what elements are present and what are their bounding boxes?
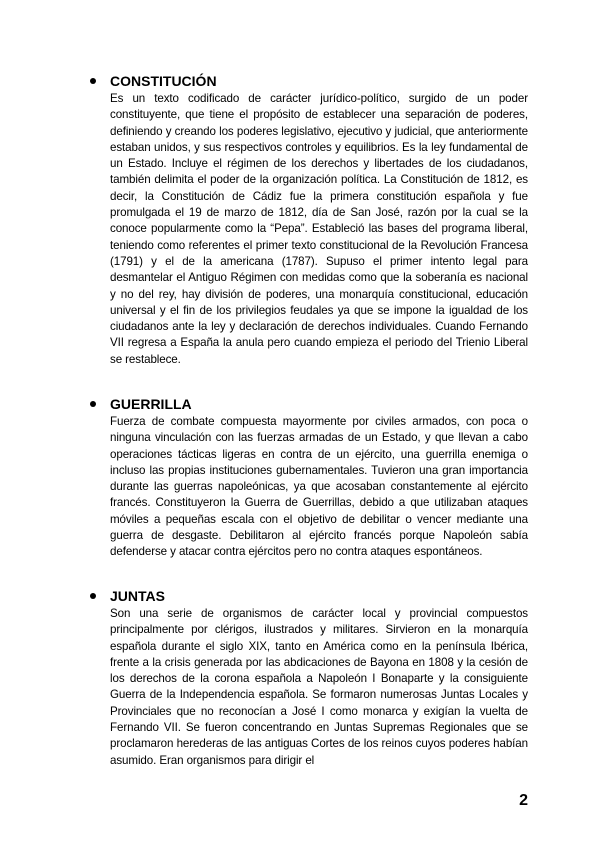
section-heading [88,588,528,604]
section-heading [88,396,528,412]
section-body: Es un texto codificado de carácter jurídico-político, surgido de un poder constituyente, que tiene el propósito de establecer una separación de poderes, definiendo y creando los poderes legislativo, ejecutivo y judicial, que anteriormente estaban unidos, y sus respectivos controles y equilibrios. Es la ley fundamental de un Estado. Incluye el régimen de los derechos y libertades de los ciudadanos, también delimita el poder de la organización política. La Constitución de 1812, es decir, la Constitución de Cádiz fue la primera constitución española y fue promulgada el 19 de marzo de 1812, día de San José, razón por la cual se la conoce popularmente como la “Pepa”. Estableció las bases del programa liberal, teniendo como referentes el primer texto constitucional de la Revolución Francesa (1791) y el de la americana (1787). Supuso el primer intento legal para desmantelar el Antiguo Régimen con medidas como que la soberanía es nacional y no del rey, hay división de poderes, una monarquía constitucional, educación universal y el fin de los privilegios feudales ya que se impone la igualdad de los ciudadanos ante la ley y declaración de derechos individuales. Cuando Fernando VII regresa a España la anula pero cuando empieza el periodo del Trienio Liberal se restablece. [110,92,528,366]
section-constitucion [88,73,528,368]
section-body: Fuerza de combate compuesta mayormente por civiles armados, con poca o ninguna vinculación con las fuerzas armadas de un Estado, y que llevan a cabo operaciones tácticas ligeras en contra de un ejército, una guerrilla enemiga o incluso las propias instituciones gubernamentales. Tuvieron una gran importancia durante las guerras napoleónicas, ya que acosaban constantemente al ejército francés. Constituyeron la Guerra de Guerrillas, debido a que utilizaban ataques móviles a pequeñas escala con el objetivo de debilitar o vencer mediante una guerra de desgaste. Debilitaron al ejército francés porque Napoleón sabía defenderse y atacar contra ejércitos pero no contra ataques espontáneos. [110,415,528,559]
bullet-icon [90,401,96,407]
section-guerrilla [88,396,528,561]
page-number: 2 [519,792,528,809]
section-title: GUERRILLA [110,396,192,412]
section-heading [88,73,528,89]
section-title: CONSTITUCIÓN [110,73,217,89]
bullet-icon [90,593,96,599]
section-juntas [88,588,528,769]
bullet-icon [90,78,96,84]
section-body: Son una serie de organismos de carácter local y provincial compuestos principalmente por clérigos, ilustrados y militares. Sirvieron en la monarquía española durante el siglo XIX, tanto en América como en la península Ibérica, frente a la crisis generada por las abdicaciones de Bayona en 1808 y la cesión de los derechos de la corona española a Napoleón I Bonaparte y la consiguiente Guerra de la Independencia española. Se formaron numerosas Juntas Locales y Provinciales que no reconocían a José I como monarca y exigían la vuelta de Fernando VII. Se fueron concentrando en Juntas Supremas Regionales que se proclamaron herederas de las antiguas Cortes de los reinos cuyos poderes habían asumido. Eran organismos para dirigir el [110,607,528,767]
section-title: JUNTAS [110,588,165,604]
